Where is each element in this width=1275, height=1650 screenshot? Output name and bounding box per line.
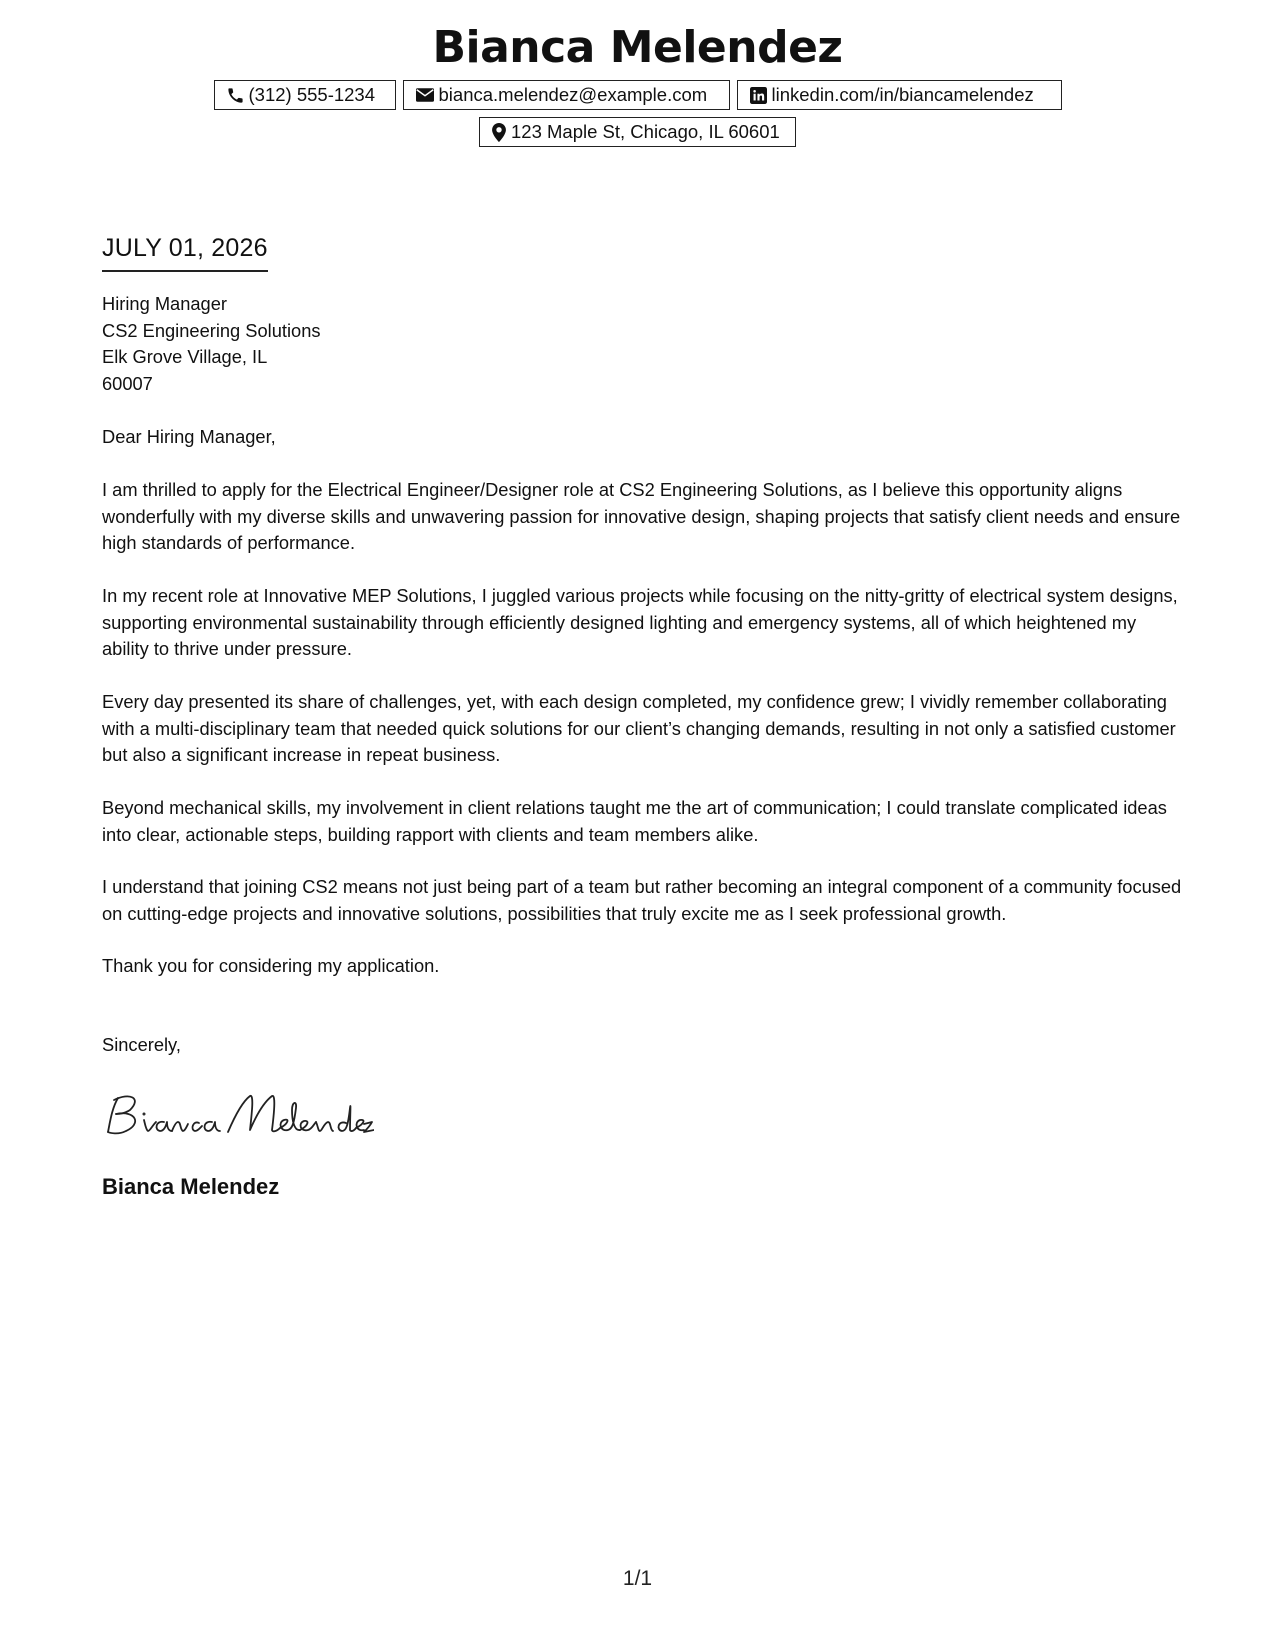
contact-phone [214, 80, 396, 110]
contact-address [479, 117, 796, 147]
body-paragraph: In my recent role at Innovative MEP Solutions, I juggled various projects while focusing on the nitty-gritty of electrical system designs, supporting environmental sustainability through efficiently designed lighting and emergency systems, all of which heightened my ability to thrive under pressure. [102, 585, 1178, 659]
envelope-icon [416, 88, 434, 102]
map-marker-icon [492, 123, 506, 142]
thanks-line: Thank you for considering my application. [102, 955, 440, 976]
applicant-name-heading: Bianca Melendez [432, 22, 843, 73]
recipient-company: CS2 Engineering Solutions [102, 319, 321, 341]
body-paragraph: I understand that joining CS2 means not just being part of a team but rather becoming an integral component of a community focused on cutting-edge projects and innovative solutions, possibilities that truly excite me as I seek professional growth. [102, 876, 1182, 924]
contact-row-secondary [0, 117, 1275, 147]
signer-name: Bianca Melendez [102, 1174, 280, 1199]
body-paragraph: Beyond mechanical skills, my involvement in client relations taught me the art of communication; I could translate complicated ideas into clear, actionable steps, building rapport with clients and team members alike. [102, 797, 1167, 845]
contact-linkedin [737, 80, 1062, 110]
contact-email [403, 80, 730, 110]
handwritten-signature [104, 1088, 374, 1138]
recipient-title: Hiring Manager [102, 293, 227, 314]
body-paragraph: I am thrilled to apply for the Electrical Engineer/Designer role at CS2 Engineering Solutions, as I believe this opportunity aligns wonderfully with my diverse skills and unwavering passion for innovative design, shaping projects that satisfy client needs and ensure high standards of performance. [102, 479, 1181, 553]
linkedin-text: linkedin.com/in/biancamelendez [771, 84, 1034, 105]
email-text: bianca.melendez@example.com [438, 84, 708, 105]
phone-icon [227, 87, 244, 104]
salutation: Dear Hiring Manager, [102, 426, 276, 447]
address-text: 123 Maple St, Chicago, IL 60601 [511, 121, 780, 142]
phone-text: (312) 555-1234 [248, 84, 376, 105]
linkedin-icon [750, 87, 767, 104]
page-number: 1/1 [622, 1567, 653, 1590]
recipient-block [102, 291, 1182, 397]
letter-date: JULY 01, 2026 [102, 232, 268, 272]
recipient-city: Elk Grove Village, IL [102, 346, 268, 367]
closing-line: Sincerely, [102, 1034, 181, 1055]
recipient-zip: 60007 [102, 372, 153, 394]
contact-row-primary [0, 80, 1275, 110]
body-paragraph: Every day presented its share of challenges, yet, with each design completed, my confidence grew; I vividly remember collaborating with a multi-disciplinary team that needed quick solutions for our client’s changing demands, resulting in not only a satisfied customer but also a significant increase in repeat business. [102, 691, 1176, 765]
